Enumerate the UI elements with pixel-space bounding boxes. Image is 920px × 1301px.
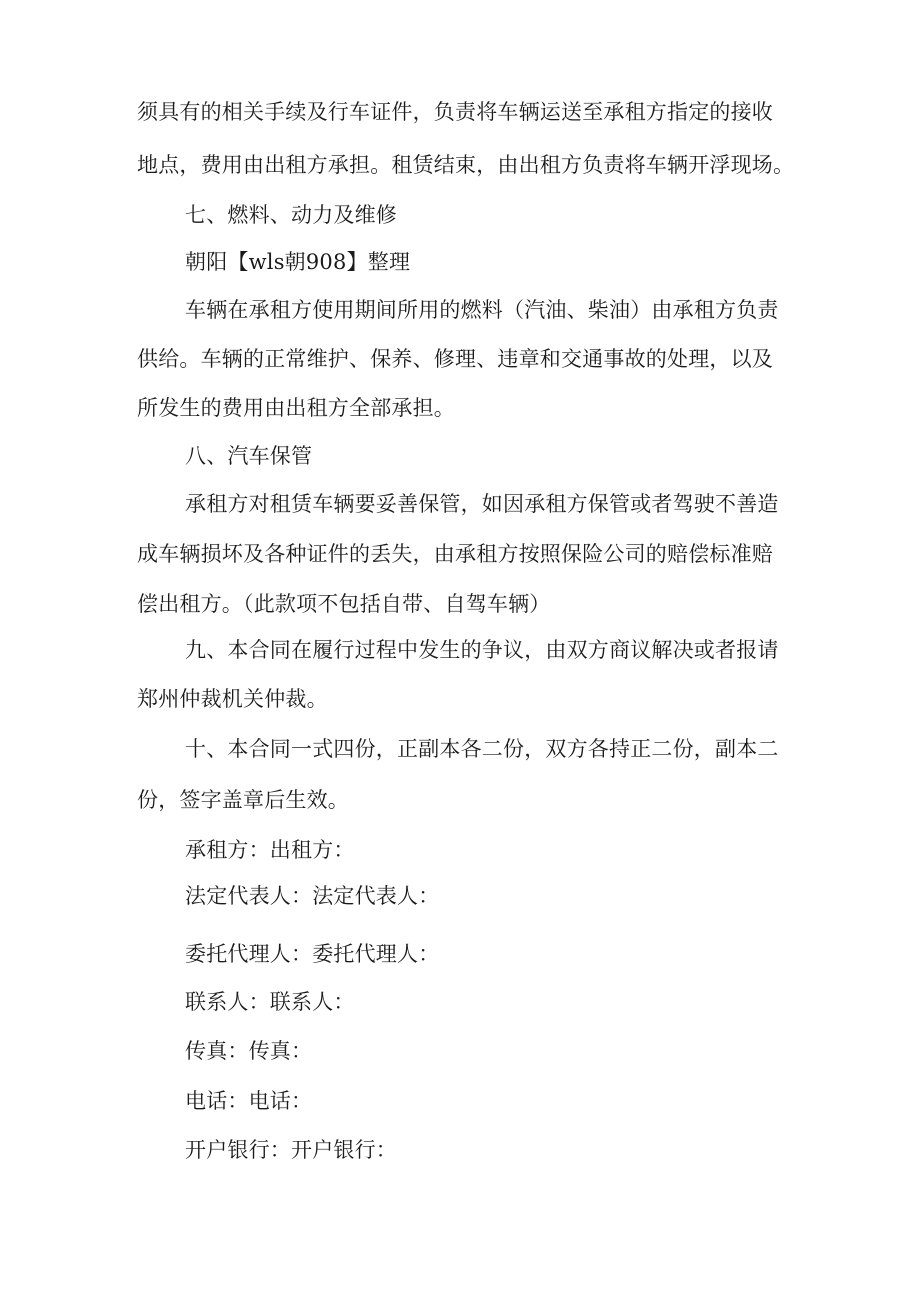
signature-line-parties: 承租方：出租方： <box>185 838 355 862</box>
paragraph-line: 成车辆损坏及各种证件的丢失，由承租方按照保险公司的赔偿标准赔 <box>137 542 773 566</box>
paragraph-line: 须具有的相关手续及行车证件，负责将车辆运送至承租方指定的接收 <box>137 100 773 124</box>
section-heading-fuel-power-maintenance: 七、燃料、动力及维修 <box>185 203 397 227</box>
paragraph-line: 供给。车辆的正常维护、保养、修理、违章和交通事故的处理，以及 <box>137 347 773 371</box>
paragraph-line: 地点，费用由出租方承担。租赁结束，由出租方负责将车辆开浮现场。 <box>137 153 795 177</box>
paragraph-line: 所发生的费用由出租方全部承担。 <box>137 396 455 420</box>
paragraph-line: 承租方对租赁车辆要妥善保管，如因承租方保管或者驾驶不善造 <box>185 492 779 516</box>
paragraph-line: 郑州仲裁机关仲裁。 <box>137 687 328 711</box>
paragraph-line: 车辆在承租方使用期间所用的燃料（汽油、柴油）由承租方负责 <box>185 298 779 322</box>
section-heading-vehicle-custody: 八、汽车保管 <box>185 444 313 468</box>
organizer-note: 朝阳【wls朝908】整理 <box>185 250 411 274</box>
signature-line-bank: 开户银行：开户银行： <box>185 1138 397 1162</box>
paragraph-line: 份，签字盖章后生效。 <box>137 788 349 812</box>
signature-line-legal-rep: 法定代表人：法定代表人： <box>185 884 440 908</box>
paragraph-line: 十、本合同一式四份，正副本各二份，双方各持正二份，副本二 <box>185 737 779 761</box>
signature-line-fax: 传真：传真： <box>185 1039 313 1063</box>
signature-line-contact: 联系人：联系人： <box>185 990 355 1014</box>
paragraph-line: 九、本合同在履行过程中发生的争议，由双方商议解决或者报请 <box>185 638 779 662</box>
signature-line-agent: 委托代理人：委托代理人： <box>185 942 440 966</box>
signature-line-phone: 电话：电话： <box>185 1089 313 1113</box>
paragraph-line: 偿出租方。（此款项不包括自带、自驾车辆） <box>137 592 551 616</box>
